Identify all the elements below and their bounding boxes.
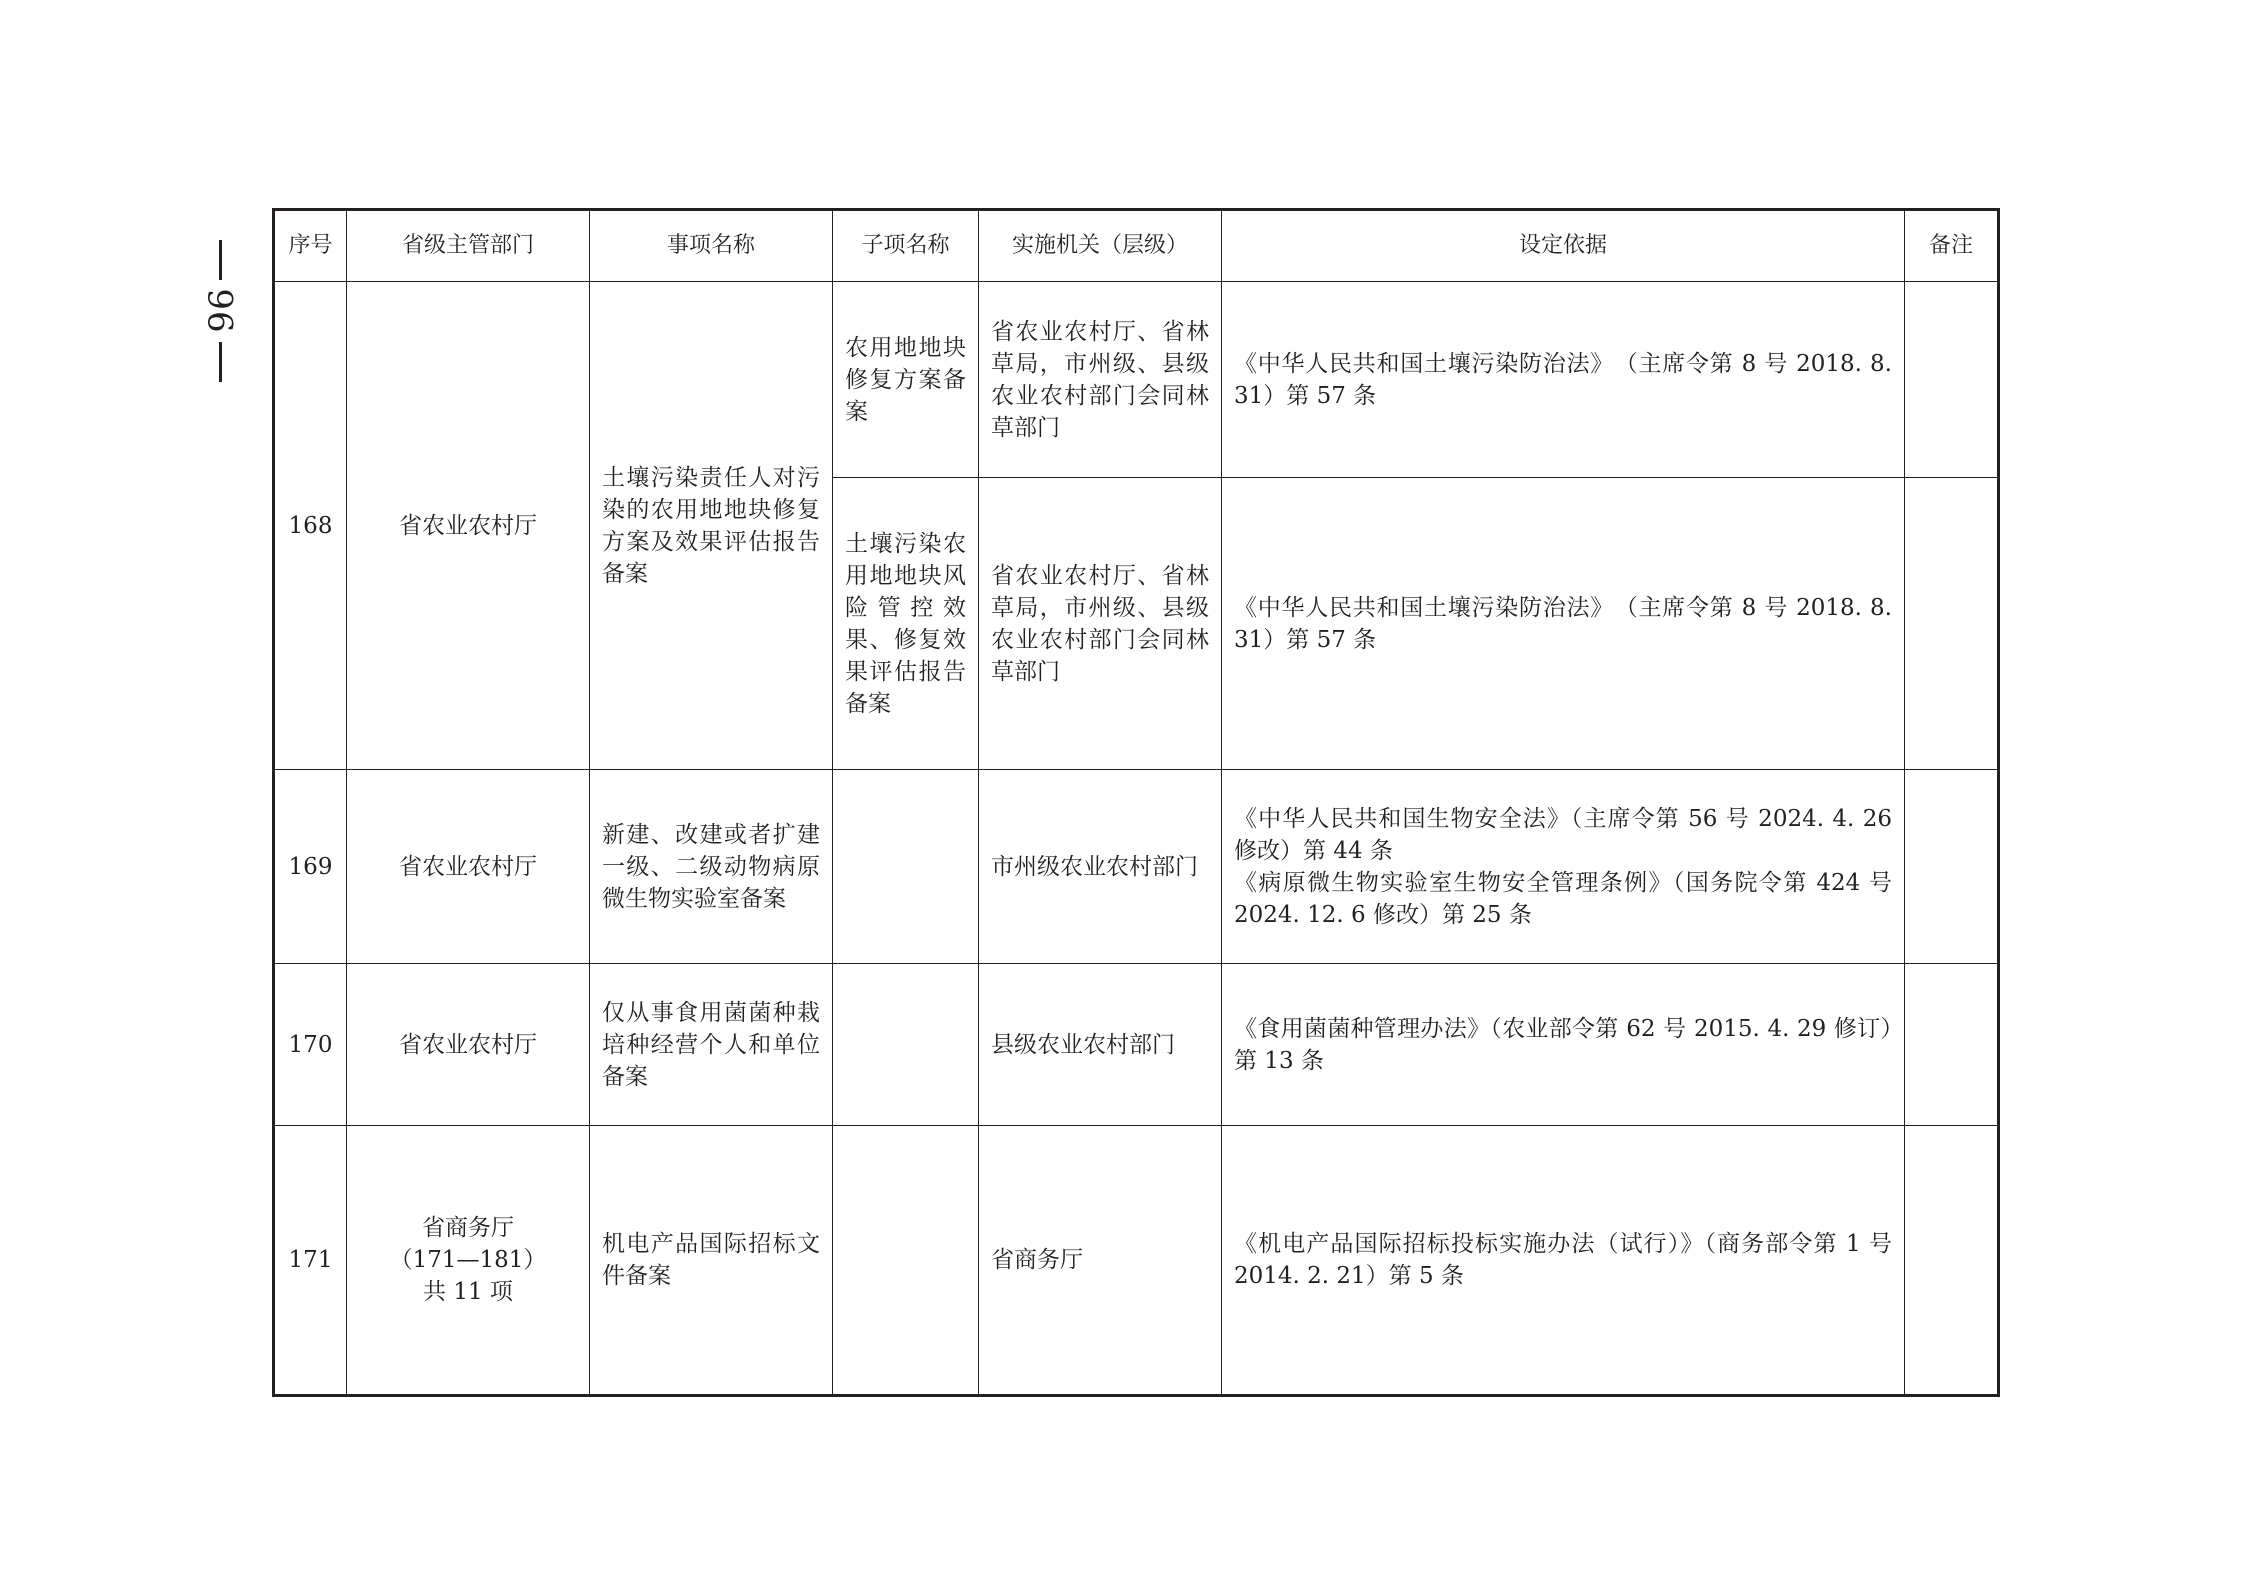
row-subitem: 农用地地块修复方案备案 [833,282,979,478]
record-table [272,208,2000,1397]
header-dept: 省级主管部门 [347,210,590,282]
row-item: 土壤污染责任人对污染的农用地地块修复方案及效果评估报告备案 [590,282,833,770]
row-agency: 市州级农业农村部门 [979,770,1222,964]
table-row [274,964,1999,1126]
row-remark [1905,1126,1999,1396]
row-subitem [833,1126,979,1396]
page-number-dash-top [219,240,222,280]
row-dept: 省农业农村厅 [347,770,590,964]
row-dept [347,1126,590,1396]
row-subitem: 土壤污染农用地地块风险管控效果、修复效果评估报告备案 [833,478,979,770]
row-dept: 省农业农村厅 [347,282,590,770]
table-header-row [274,210,1999,282]
row-agency: 县级农业农村部门 [979,964,1222,1126]
header-agency: 实施机关（层级） [979,210,1222,282]
row-basis [1222,478,1905,770]
basis-line: 《中华人民共和国生物安全法》（主席令第 56 号 2024. 4. 26 修改）第 44 条 [1234,805,1892,864]
row-remark [1905,282,1999,478]
row-item: 机电产品国际招标文件备案 [590,1126,833,1396]
row-no: 169 [274,770,347,964]
row-dept: 省农业农村厅 [347,964,590,1126]
row-no: 168 [274,282,347,770]
basis-line: 《中华人民共和国土壤污染防治法》 （主席令第 8 号 2018. 8. 31）第 57 条 [1234,594,1892,653]
basis-line: 《病原微生物实验室生物安全管理条例》（国务院令第 424 号 2024. 12. 6 修改）第 25 条 [1234,869,1892,928]
row-basis [1222,282,1905,478]
basis-line: 《机电产品国际招标投标实施办法（试行）》（商务部令第 1 号 2014. 2. 21）第 5 条 [1234,1231,1892,1289]
page-number-dash-bottom [219,342,222,382]
row-subitem [833,770,979,964]
dept-line: 共 11 项 [423,1279,513,1305]
dept-line: 省商务厅 [422,1215,514,1241]
row-item: 新建、改建或者扩建一级、二级动物病原微生物实验室备案 [590,770,833,964]
row-basis [1222,770,1905,964]
header-basis: 设定依据 [1222,210,1905,282]
basis-line: 《中华人民共和国土壤污染防治法》 （主席令第 8 号 2018. 8. 31）第 57 条 [1234,350,1892,409]
row-agency: 省商务厅 [979,1126,1222,1396]
row-item: 仅从事食用菌菌种栽培种经营个人和单位备案 [590,964,833,1126]
header-remark: 备注 [1905,210,1999,282]
row-no: 170 [274,964,347,1126]
dept-line: （171—181） [389,1247,547,1273]
header-no: 序号 [274,210,347,282]
row-agency: 省农业农村厅、省林草局，市州级、县级农业农村部门会同林草部门 [979,282,1222,478]
table-row [274,770,1999,964]
header-item: 事项名称 [590,210,833,282]
table-row [274,1126,1999,1396]
basis-line: 《食用菌菌种管理办法》（农业部令第 62 号 2015. 4. 29 修订）第 13 条 [1234,1015,1892,1074]
page-number [198,240,242,400]
row-basis [1222,964,1905,1126]
row-subitem [833,964,979,1126]
row-basis [1222,1126,1905,1396]
row-remark [1905,478,1999,770]
row-remark [1905,770,1999,964]
row-agency: 省农业农村厅、省林草局，市州级、县级农业农村部门会同林草部门 [979,478,1222,770]
page-number-text: 96 [200,288,241,334]
header-subitem: 子项名称 [833,210,979,282]
table-row [274,282,1999,478]
row-remark [1905,964,1999,1126]
row-no: 171 [274,1126,347,1396]
